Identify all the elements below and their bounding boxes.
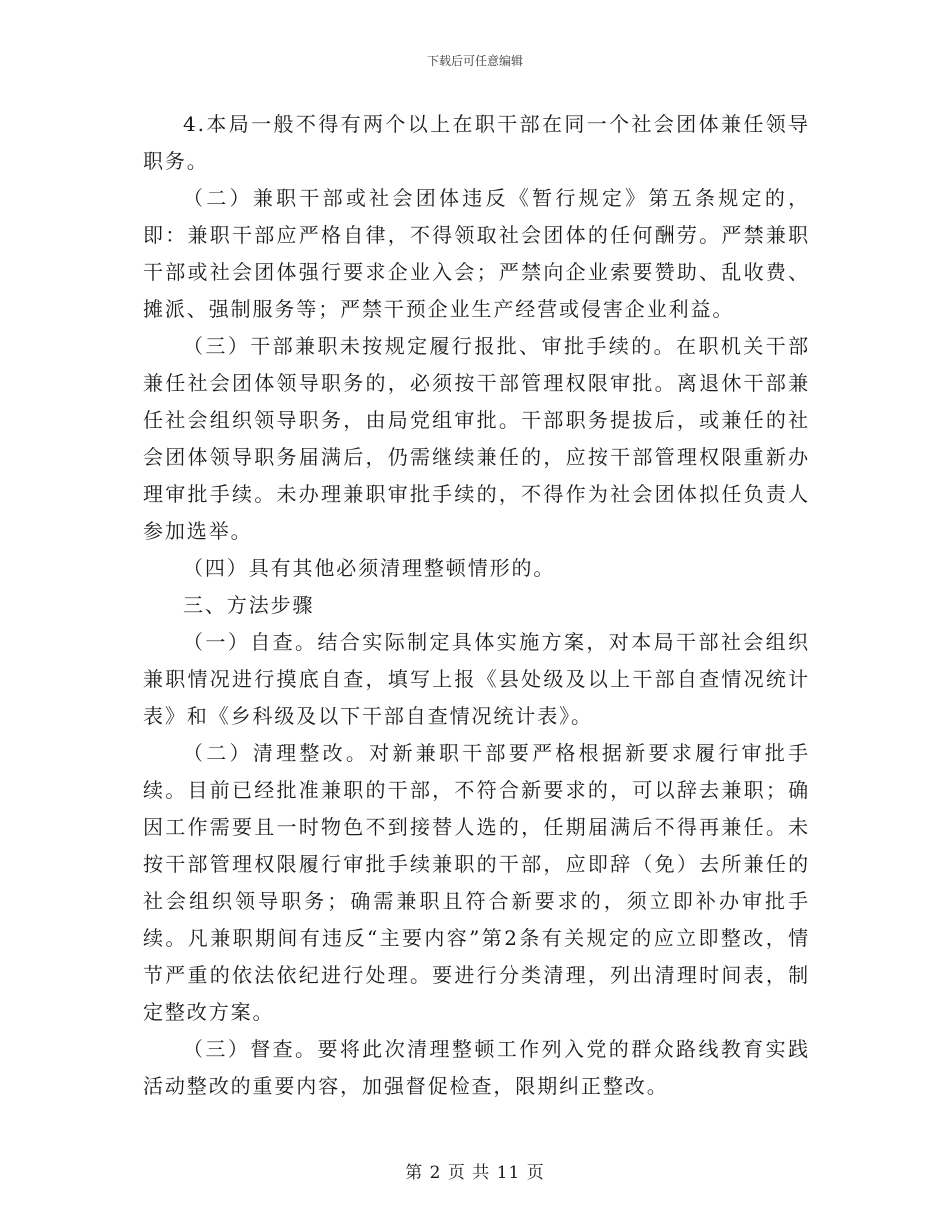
paragraph-rectification: （二）清理整改。对新兼职干部要严格根据新要求履行审批手续。目前已经批准兼职的干部，不符合新要求的，可以辞去兼职；确因工作需要且一时物色不到接替人选的，任期届满后不得再兼任。未按干部管理权限履行审批手续兼职的干部，应即辞（免）去所兼任的社会组织领导职务；确需兼职且符合新要求的，须立即补办审批手续。凡兼职期间有违反“主要内容”第2条有关规定的应立即整改，情节严重的依法依纪进行处理。要进行分类清理，列出清理时间表，制定整改方案。 bbox=[143, 741, 810, 1024]
paragraph-section-3: （三）干部兼职未按规定履行报批、审批手续的。在职机关干部兼任社会团体领导职务的，必须按干部管理权限审批。离退休干部兼任社会组织领导职务，由局党组审批。干部职务提拔后，或兼任的社会团体领导职务届满后，仍需继续兼任的，应按干部管理权限重新办理审批手续。未办理兼职审批手续的，不得作为社会团体拟任负责人参加选举。 bbox=[143, 334, 810, 543]
page-number-footer: 第 2 页 共 11 页 bbox=[405, 1163, 545, 1183]
page-header: 下载后可任意编辑 bbox=[426, 54, 523, 68]
paragraph-section-4: （四）具有其他必须清理整顿情形的。 bbox=[183, 556, 556, 580]
section-heading-methods: 三、方法步骤 bbox=[183, 593, 315, 617]
paragraph-section-2: （二）兼职干部或社会团体违反《暂行规定》第五条规定的，即：兼职干部应严格自律，不得领取社会团体的任何酬劳。严禁兼职干部或社会团体强行要求企业入会；严禁向企业索要赞助、乱收费、摊派、强制服务等；严禁干预企业生产经营或侵害企业利益。 bbox=[143, 186, 810, 321]
document-body bbox=[143, 106, 810, 1105]
paragraph-item-4: 4.本局一般不得有两个以上在职干部在同一个社会团体兼任领导职务。 bbox=[143, 112, 810, 173]
paragraph-supervision: （三）督查。要将此次清理整顿工作列入党的群众路线教育实践活动整改的重要内容，加强督促检查，限期纠正整改。 bbox=[143, 1037, 810, 1098]
paragraph-self-check: （一）自查。结合实际制定具体实施方案，对本局干部社会组织兼职情况进行摸底自查，填写上报《县处级及以上干部自查情况统计表》和《乡科级及以下干部自查情况统计表》。 bbox=[143, 630, 810, 728]
